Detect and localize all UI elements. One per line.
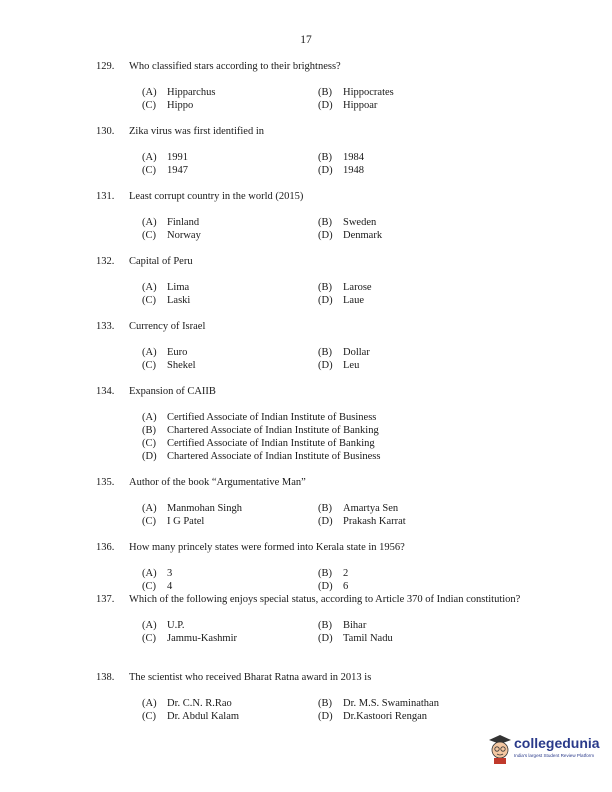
- option-letter: (B): [318, 282, 332, 293]
- option-d: [318, 359, 518, 372]
- option-text: Hippocrates: [343, 87, 394, 98]
- option-b: [318, 346, 518, 359]
- question-131: [96, 190, 522, 242]
- option-letter: (A): [142, 282, 157, 293]
- option-letter: (A): [142, 347, 157, 358]
- option-text: 1984: [343, 152, 364, 163]
- option-text: 1948: [343, 165, 364, 176]
- option-letter: (B): [318, 620, 332, 631]
- option-text: Jammu-Kashmir: [167, 633, 237, 644]
- option-d: [318, 229, 518, 242]
- option-text: Larose: [343, 282, 372, 293]
- option-text: Finland: [167, 217, 200, 228]
- option-b: [318, 502, 518, 515]
- option-letter: (C): [142, 100, 156, 111]
- option-text: Hippo: [167, 100, 194, 111]
- option-text: Dr. C.N. R.Rao: [167, 698, 232, 709]
- option-text: Euro: [167, 347, 188, 358]
- option-letter: (A): [142, 152, 157, 163]
- question-number: 131.: [96, 191, 115, 202]
- option-a: [142, 619, 318, 632]
- question-text: Author of the book “Argumentative Man”: [129, 477, 306, 488]
- option-text: Dollar: [343, 347, 370, 358]
- option-text: Lima: [167, 282, 190, 293]
- logo-tagline: India's largest Student Review Platform: [514, 753, 595, 758]
- option-letter: (A): [142, 568, 157, 579]
- graduate-mascot-icon: [487, 732, 513, 764]
- option-letter: (B): [318, 347, 332, 358]
- question-133: [96, 320, 522, 372]
- question-129: [96, 60, 522, 112]
- option-c: [142, 359, 318, 372]
- option-b: [318, 567, 518, 580]
- option-letter: (A): [142, 412, 157, 423]
- option-letter: (B): [318, 568, 332, 579]
- option-letter: (D): [318, 165, 333, 176]
- option-d: [318, 164, 518, 177]
- option-b: [318, 697, 518, 710]
- option-letter: (D): [318, 633, 333, 644]
- option-text: 2: [343, 568, 349, 579]
- question-text: Who classified stars according to their brightness?: [129, 61, 341, 72]
- question-number: 129.: [96, 61, 115, 72]
- option-a: [142, 281, 318, 294]
- option-text: Certified Associate of Indian Institute of Banking: [167, 438, 375, 449]
- option-d: [318, 294, 518, 307]
- question-text: Zika virus was first identified in: [129, 126, 265, 137]
- option-a: [142, 216, 318, 229]
- option-letter: (C): [142, 438, 156, 449]
- option-text: Hippoar: [343, 100, 378, 111]
- option-text: Sweden: [343, 217, 377, 228]
- option-c: [142, 164, 318, 177]
- option-text: Chartered Associate of Indian Institute of Business: [167, 451, 381, 462]
- option-letter: (B): [318, 152, 332, 163]
- collegedunia-logo: [487, 731, 599, 771]
- option-letter: (D): [318, 100, 333, 111]
- question-text: The scientist who received Bharat Ratna award in 2013 is: [129, 672, 372, 683]
- option-d: [318, 580, 518, 593]
- option-letter: (C): [142, 581, 156, 592]
- option-letter: (D): [142, 451, 157, 462]
- option-c: [142, 437, 522, 450]
- option-text: 6: [343, 581, 349, 592]
- question-text: Least corrupt country in the world (2015): [129, 191, 304, 202]
- option-text: Amartya Sen: [343, 503, 399, 514]
- option-text: I G Patel: [167, 516, 205, 527]
- option-letter: (B): [142, 425, 156, 436]
- option-text: Chartered Associate of Indian Institute of Banking: [167, 425, 379, 436]
- option-text: Leu: [343, 360, 360, 371]
- option-letter: (D): [318, 230, 333, 241]
- option-text: 1947: [167, 165, 188, 176]
- option-letter: (A): [142, 87, 157, 98]
- option-text: Tamil Nadu: [343, 633, 393, 644]
- logo-wordmark: collegedunia: [514, 735, 600, 751]
- question-135: [96, 476, 522, 528]
- question-number: 135.: [96, 477, 115, 488]
- option-letter: (D): [318, 516, 333, 527]
- option-letter: (D): [318, 581, 333, 592]
- option-a: [142, 697, 318, 710]
- option-letter: (D): [318, 711, 333, 722]
- option-c: [142, 515, 318, 528]
- option-text: 1991: [167, 152, 188, 163]
- option-c: [142, 294, 318, 307]
- option-letter: (A): [142, 503, 157, 514]
- option-b: [318, 151, 518, 164]
- question-text: How many princely states were formed into Kerala state in 1956?: [129, 542, 405, 553]
- option-d: [318, 632, 518, 645]
- option-b: [318, 86, 518, 99]
- option-letter: (C): [142, 711, 156, 722]
- options-list: [142, 151, 522, 177]
- question-number: 132.: [96, 256, 115, 267]
- question-134: [96, 385, 522, 463]
- option-c: [142, 229, 318, 242]
- question-number: 130.: [96, 126, 115, 137]
- option-a: [142, 346, 318, 359]
- options-list: [142, 281, 522, 307]
- option-a: [142, 567, 318, 580]
- option-letter: (A): [142, 698, 157, 709]
- option-letter: (A): [142, 217, 157, 228]
- option-a: [142, 411, 522, 424]
- question-137: [96, 593, 522, 645]
- option-letter: (C): [142, 633, 156, 644]
- option-text: Dr. M.S. Swaminathan: [343, 698, 439, 709]
- option-letter: (B): [318, 87, 332, 98]
- option-d: [142, 450, 522, 463]
- option-letter: (C): [142, 295, 156, 306]
- question-text: Currency of Israel: [129, 321, 206, 332]
- option-text: U.P.: [167, 620, 185, 631]
- option-letter: (C): [142, 360, 156, 371]
- option-text: 4: [167, 581, 173, 592]
- question-number: 138.: [96, 672, 115, 683]
- option-c: [142, 632, 318, 645]
- option-letter: (D): [318, 295, 333, 306]
- question-number: 137.: [96, 594, 115, 605]
- question-138: [96, 671, 522, 723]
- option-text: Norway: [167, 230, 201, 241]
- option-letter: (B): [318, 503, 332, 514]
- options-list: [142, 567, 522, 593]
- option-text: Certified Associate of Indian Institute of Business: [167, 412, 377, 423]
- page-number: 17: [300, 34, 312, 46]
- options-list: [142, 619, 522, 645]
- options-list: [142, 697, 522, 723]
- option-b: [318, 216, 518, 229]
- option-c: [142, 99, 318, 112]
- options-list: [142, 411, 522, 463]
- option-b: [318, 281, 518, 294]
- option-letter: (C): [142, 230, 156, 241]
- option-letter: (B): [318, 698, 332, 709]
- question-132: [96, 255, 522, 307]
- option-b: [318, 619, 518, 632]
- option-text: Shekel: [167, 360, 196, 371]
- option-a: [142, 502, 318, 515]
- option-text: Prakash Karrat: [343, 516, 406, 527]
- option-text: Dr.Kastoori Rengan: [343, 711, 427, 722]
- option-text: Laski: [167, 295, 191, 306]
- options-list: [142, 216, 522, 242]
- option-b: [142, 424, 522, 437]
- options-list: [142, 502, 522, 528]
- question-text: Capital of Peru: [129, 256, 193, 267]
- option-text: Bihar: [343, 620, 367, 631]
- option-text: Hipparchus: [167, 87, 216, 98]
- option-a: [142, 151, 318, 164]
- option-d: [318, 515, 518, 528]
- option-letter: (C): [142, 516, 156, 527]
- option-text: 3: [167, 568, 173, 579]
- question-text: Which of the following enjoys special status, according to Article 370 of Indian constitution?: [129, 594, 521, 605]
- question-number: 133.: [96, 321, 115, 332]
- option-letter: (A): [142, 620, 157, 631]
- option-a: [142, 86, 318, 99]
- question-130: [96, 125, 522, 177]
- option-letter: (C): [142, 165, 156, 176]
- options-list: [142, 346, 522, 372]
- option-text: Laue: [343, 295, 364, 306]
- option-text: Manmohan Singh: [167, 503, 242, 514]
- option-text: Dr. Abdul Kalam: [167, 711, 240, 722]
- options-list: [142, 86, 522, 112]
- option-text: Denmark: [343, 230, 383, 241]
- option-c: [142, 710, 318, 723]
- question-136: [96, 541, 522, 593]
- question-text: Expansion of CAIIB: [129, 386, 216, 397]
- option-c: [142, 580, 318, 593]
- option-d: [318, 99, 518, 112]
- option-d: [318, 710, 518, 723]
- question-number: 136.: [96, 542, 115, 553]
- option-letter: (D): [318, 360, 333, 371]
- option-letter: (B): [318, 217, 332, 228]
- question-number: 134.: [96, 386, 115, 397]
